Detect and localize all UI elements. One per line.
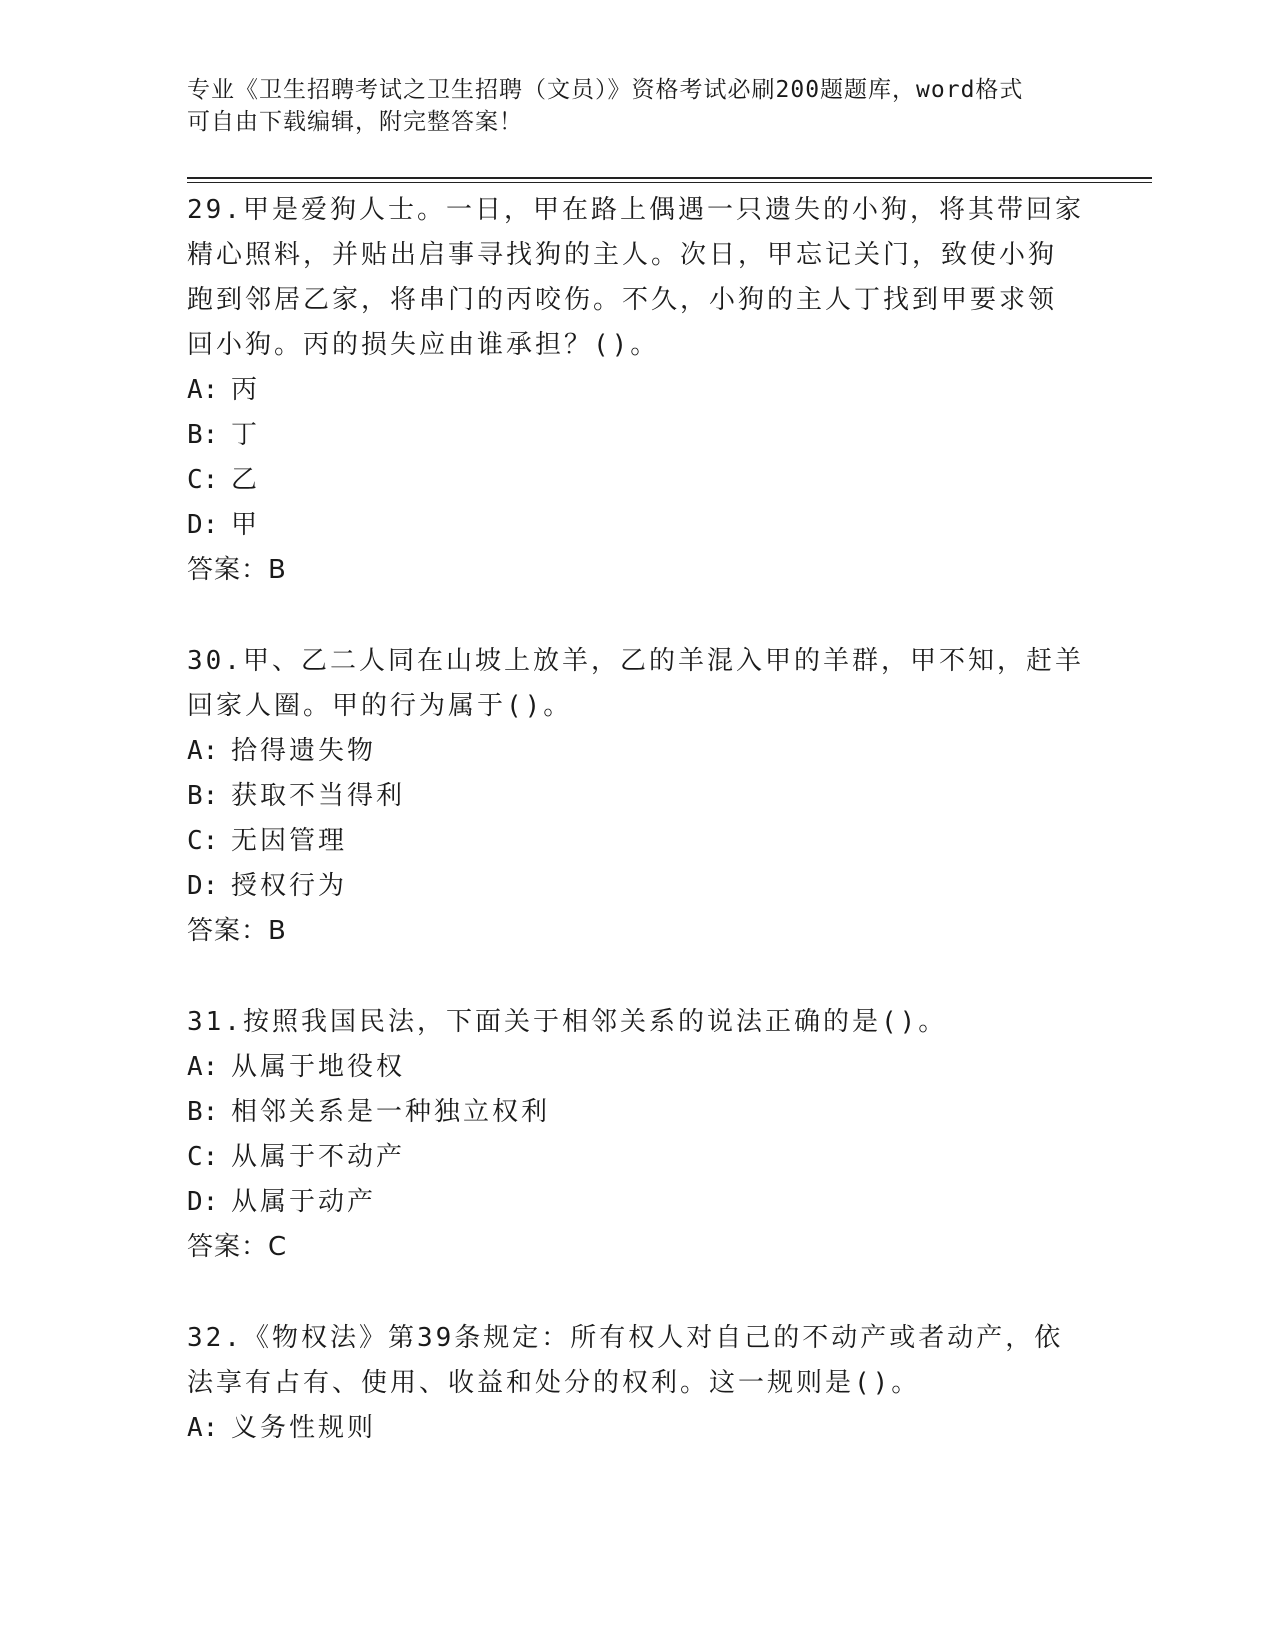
option-c <box>187 458 1087 503</box>
option-text: 从属于动产 <box>231 1187 377 1217</box>
question-text-line: 精心照料，并贴出启事寻找狗的主人。次日，甲忘记关门，致使小狗 <box>187 240 1058 270</box>
option-letter: B: <box>187 781 219 811</box>
option-letter: A: <box>187 736 219 766</box>
header-title-line-1: 专业《卫生招聘考试之卫生招聘（文员）》资格考试必刷200题题库，word格式 <box>187 77 1024 103</box>
option-a <box>187 729 1087 774</box>
question-list <box>187 188 1087 1451</box>
option-text: 从属于不动产 <box>231 1142 406 1172</box>
question-29 <box>187 188 1087 593</box>
option-c <box>187 819 1087 864</box>
question-spacer <box>187 954 1087 1000</box>
question-text-line: 30.甲、乙二人同在山坡上放羊，乙的羊混入甲的羊群，甲不知，赶羊 <box>187 646 1084 676</box>
question-text-line: 29.甲是爱狗人士。一日，甲在路上偶遇一只遗失的小狗，将其带回家 <box>187 195 1084 225</box>
question-text-line: 跑到邻居乙家，将串门的丙咬伤。不久，小狗的主人丁找到甲要求领 <box>187 285 1058 315</box>
option-a <box>187 1045 1087 1090</box>
option-b <box>187 1090 1087 1135</box>
question-30 <box>187 639 1087 954</box>
option-text: 拾得遗失物 <box>231 736 377 766</box>
option-d <box>187 503 1087 548</box>
question-spacer <box>187 1270 1087 1316</box>
question-text-line: 回小狗。丙的损失应由谁承担？()。 <box>187 330 660 360</box>
option-text: 甲 <box>231 510 261 540</box>
question-text-line: 回家人圈。甲的行为属于()。 <box>187 691 573 721</box>
option-letter: D: <box>187 871 219 901</box>
question-32 <box>187 1316 1087 1451</box>
option-letter: C: <box>187 1142 219 1172</box>
option-b <box>187 413 1087 458</box>
option-c <box>187 1135 1087 1180</box>
option-text: 授权行为 <box>231 871 348 901</box>
option-letter: C: <box>187 465 219 495</box>
option-letter: C: <box>187 826 219 856</box>
option-a <box>187 1406 1087 1451</box>
document-header <box>187 74 1087 138</box>
option-d <box>187 1180 1087 1225</box>
option-letter: B: <box>187 1097 219 1127</box>
option-text: 获取不当得利 <box>231 781 406 811</box>
option-letter: A: <box>187 375 219 405</box>
option-text: 义务性规则 <box>231 1413 377 1443</box>
option-letter: D: <box>187 1187 219 1217</box>
option-letter: A: <box>187 1413 219 1443</box>
question-text-line: 法享有占有、使用、收益和处分的权利。这一规则是()。 <box>187 1368 921 1398</box>
answer-text: 答案：B <box>187 916 287 946</box>
option-a <box>187 368 1087 413</box>
option-text: 丙 <box>231 375 261 405</box>
option-d <box>187 864 1087 909</box>
option-letter: B: <box>187 420 219 450</box>
option-text: 相邻关系是一种独立权利 <box>231 1097 551 1127</box>
question-spacer <box>187 593 1087 639</box>
question-text-line: 32.《物权法》第39条规定：所有权人对自己的不动产或者动产，依 <box>187 1323 1064 1353</box>
option-text: 从属于地役权 <box>231 1052 406 1082</box>
option-text: 丁 <box>231 420 261 450</box>
option-letter: D: <box>187 510 219 540</box>
option-text: 乙 <box>231 465 261 495</box>
header-title-line-2: 可自由下载编辑，附完整答案！ <box>187 109 523 135</box>
answer-text: 答案：B <box>187 555 287 585</box>
header-divider-thick <box>187 177 1152 179</box>
header-divider-thin <box>187 182 1152 183</box>
option-text: 无因管理 <box>231 826 348 856</box>
option-letter: A: <box>187 1052 219 1082</box>
option-b <box>187 774 1087 819</box>
question-text-line: 31.按照我国民法，下面关于相邻关系的说法正确的是()。 <box>187 1007 948 1037</box>
question-31 <box>187 1000 1087 1270</box>
answer-text: 答案：C <box>187 1232 288 1262</box>
